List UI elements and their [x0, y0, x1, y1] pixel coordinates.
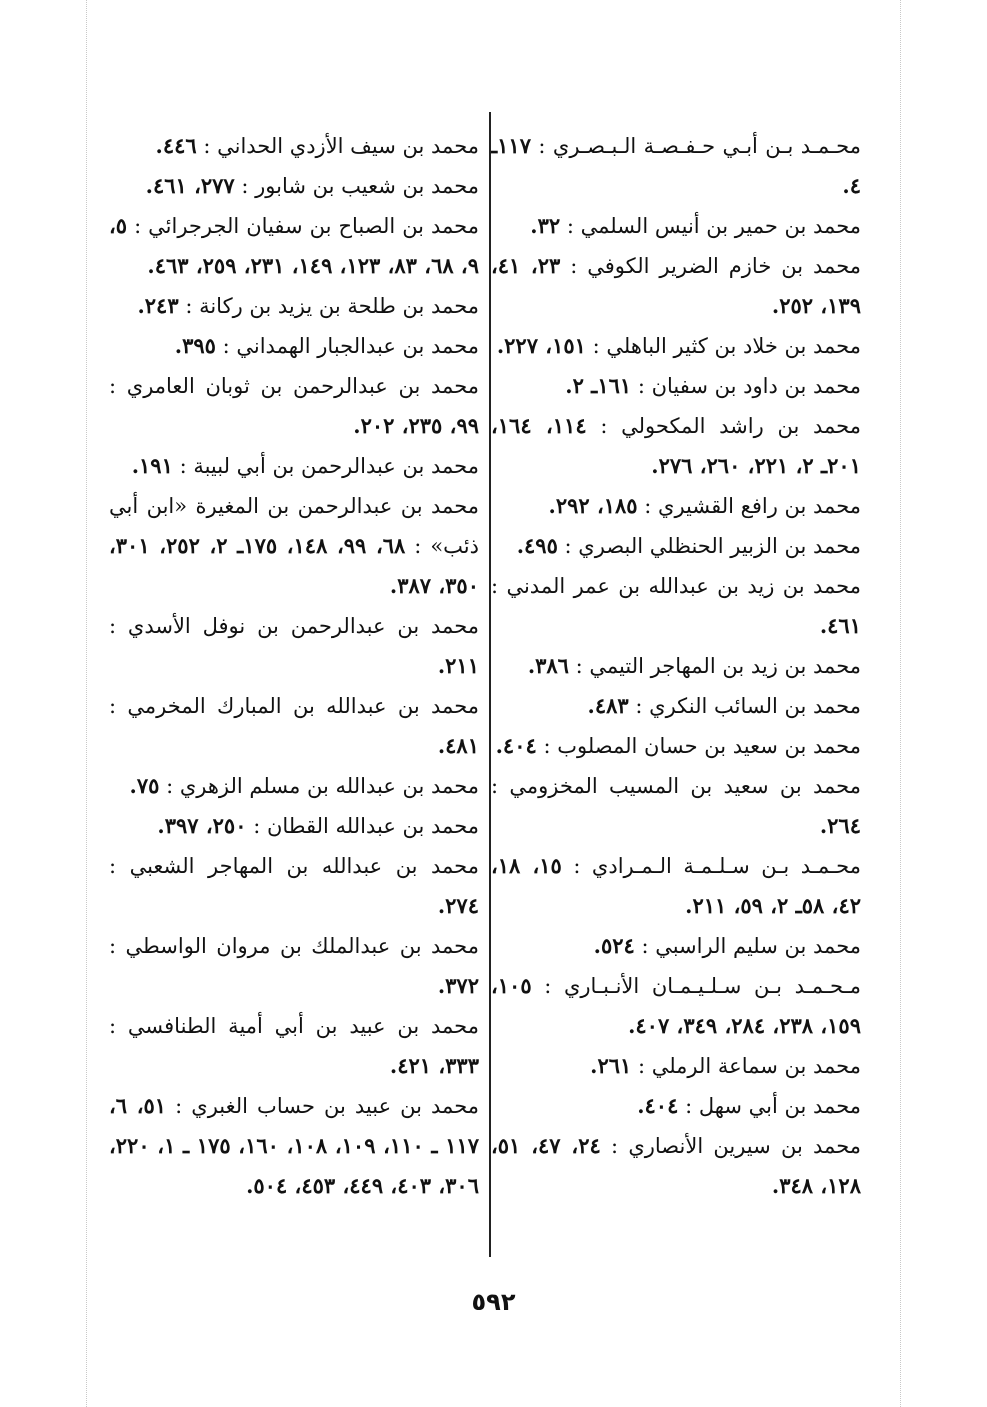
entry-page-refs: ١٦١ـ ٢. — [565, 373, 632, 398]
entry-name: محمد بن عبدالجبار الهمداني : — [222, 334, 479, 358]
index-entry — [109, 926, 479, 1006]
index-entry — [491, 406, 861, 486]
entry-page-refs: ٣٣٣، ٤٢١. — [389, 1053, 479, 1078]
scan-dots-right — [900, 0, 902, 1407]
index-entry — [109, 1086, 479, 1206]
entry-name: محمد بن حمير بن أنيس السلمي : — [566, 214, 861, 238]
entry-page-refs: ٧٥. — [129, 773, 160, 798]
entry-name: محمد بن سليم الراسبي : — [641, 934, 861, 958]
entry-name: محمد بن عبدالله القطان : — [253, 814, 479, 838]
index-column-right — [491, 126, 861, 1206]
scan-dots-left — [86, 0, 88, 1407]
index-entry — [491, 1126, 861, 1206]
entry-name: محمد بن عبيد بن أبي أمية الطنافسي : — [109, 1014, 479, 1038]
entry-page-refs: ٥٢٤. — [593, 933, 635, 958]
index-entry — [491, 766, 861, 846]
entry-name: محمد بن خلاد بن كثير الباهلي : — [592, 334, 861, 358]
entry-page-refs: ١٩١. — [131, 453, 173, 478]
index-entry — [491, 966, 861, 1046]
entry-page-refs: ٤٨١. — [437, 733, 479, 758]
entry-name: محمد بن شعيب بن شابور : — [241, 174, 479, 198]
entry-name: محمد بن أبي سهل : — [685, 1094, 861, 1118]
index-entry — [491, 126, 861, 206]
column-divider — [489, 112, 491, 1257]
index-column-left — [109, 126, 479, 1206]
entry-name: محمد بن عبدالرحمن بن أبي لبيبة : — [179, 454, 479, 478]
index-entry — [109, 486, 479, 606]
index-entry — [491, 1086, 861, 1126]
entry-page-refs: ٢٤، ٤٧، ٥١، ١٢٨، ٣٤٨. — [491, 1133, 861, 1198]
entry-page-refs: ١٠٥، ١٥٩، ٢٣٨، ٢٨٤، ٣٤٩، ٤٠٧. — [491, 973, 861, 1038]
entry-page-refs: ١١٧ـ ٤. — [491, 133, 861, 198]
entry-page-refs: ١٨٥، ٢٩٢. — [548, 493, 638, 518]
index-entry — [109, 206, 479, 286]
index-entry — [491, 246, 861, 326]
index-entry — [491, 366, 861, 406]
entry-name: محمد بن زيد بن المهاجر التيمي : — [575, 654, 861, 678]
index-entry — [491, 646, 861, 686]
entry-name: محمد بن راشد المكحولي : — [600, 414, 861, 438]
entry-page-refs: ٢٧٤. — [437, 893, 479, 918]
entry-name: محمد بن رافع القشيري : — [644, 494, 861, 518]
entry-page-refs: ٢٦٤. — [819, 813, 861, 838]
index-entry — [109, 446, 479, 486]
entry-page-refs: ٥١، ٦، ١١٧ ـ ١١٠، ١٠٩، ١٠٨، ١٦٠، ١٧٥ ـ ١، ٢٢٠، ٣٠٦، ٤٠٣، ٤٤٩، ٤٥٣، ٥٠٤. — [109, 1093, 480, 1198]
index-entry — [491, 486, 861, 526]
entry-name: محمد بن الصباح بن سفيان الجرجرائي : — [134, 214, 479, 238]
entry-page-refs: ٢٤٣. — [137, 293, 179, 318]
entry-name: محـمـد بـن سـلـمـة الـمـرادي : — [573, 854, 861, 878]
index-entry — [109, 286, 479, 326]
entry-name: محمد بن السائب النكري : — [635, 694, 861, 718]
entry-name: محمد بن خازم الضرير الكوفي : — [570, 254, 861, 278]
entry-name: مـحـمـد بـن سـلـيـمـان الأنـبـاري : — [544, 974, 861, 998]
entry-page-refs: ٢١١. — [437, 653, 479, 678]
entry-page-refs: ١٥، ١٨، ٤٢، ٥٨ـ ٢، ٥٩، ٢١١. — [491, 853, 861, 918]
index-entry — [491, 926, 861, 966]
entry-page-refs: ٣٩٥. — [174, 333, 216, 358]
index-entry — [109, 606, 479, 686]
entry-page-refs: ٢٣، ٤١، ١٣٩، ٢٥٢. — [491, 253, 861, 318]
entry-page-refs: ٢٧٧، ٤٦١. — [145, 173, 235, 198]
page-number: ٥٩٢ — [471, 1288, 516, 1316]
entry-name: محمد بن عبدالرحمن بن ثوبان العامري : — [109, 374, 479, 398]
entry-page-refs: ٢٦١. — [590, 1053, 632, 1078]
entry-name: محـمـد بـن أبـي حـفـصـة الـبـصـري : — [538, 134, 861, 158]
entry-name: محمد بن سيف الأزدي الحداني : — [203, 134, 479, 158]
index-entry — [491, 566, 861, 646]
index-entry — [109, 366, 479, 446]
entry-page-refs: ٦٨، ٩٩، ١٤٨، ١٧٥ـ ٢، ٢٥٢، ٣٠١، ٣٥٠، ٣٨٧. — [109, 533, 479, 598]
entry-name: محمد بن داود بن سفيان : — [637, 374, 861, 398]
entry-page-refs: ١٥١، ٢٢٧. — [496, 333, 586, 358]
index-entry — [491, 326, 861, 366]
entry-page-refs: ٤٨٣. — [587, 693, 629, 718]
index-entry — [491, 686, 861, 726]
entry-page-refs: ٤٩٥. — [516, 533, 558, 558]
entry-name: محمد بن سعيد بن المسيب المخزومي : — [491, 774, 861, 798]
index-entry — [491, 846, 861, 926]
index-entry — [109, 326, 479, 366]
index-entry — [109, 686, 479, 766]
entry-name: محمد بن عبدالله بن المهاجر الشعبي : — [109, 854, 479, 878]
entry-page-refs: ٩٩، ٢٣٥، ٢٠٢. — [353, 413, 479, 438]
entry-name: محمد بن زيد بن عبدالله بن عمر المدني : — [491, 574, 861, 598]
index-entry — [491, 526, 861, 566]
entry-name: محمد بن عبيد بن حساب الغبري : — [175, 1094, 479, 1118]
index-entry — [109, 166, 479, 206]
index-entry — [109, 806, 479, 846]
entry-page-refs: ٤٠٤. — [495, 733, 537, 758]
entry-name: محمد بن عبدالرحمن بن المغيرة «ابن أبي ذئب» : — [109, 494, 479, 558]
index-entry — [491, 206, 861, 246]
entry-page-refs: ٥، ٩، ٦٨، ٨٣، ١٢٣، ١٤٩، ٢٣١، ٢٥٩، ٤٦٣. — [109, 213, 479, 278]
entry-page-refs: ٤٤٦. — [155, 133, 197, 158]
index-entry — [109, 766, 479, 806]
index-entry — [491, 726, 861, 766]
entry-name: محمد بن سعيد بن حسان المصلوب : — [543, 734, 861, 758]
entry-name: محمد بن عبدالله بن المبارك المخرمي : — [109, 694, 479, 718]
entry-name: محمد بن سماعة الرملي : — [637, 1054, 861, 1078]
index-entry — [109, 846, 479, 926]
index-entry — [109, 1006, 479, 1086]
index-entry — [491, 1046, 861, 1086]
entry-page-refs: ٤٦١. — [819, 613, 861, 638]
entry-name: محمد بن عبدالله بن مسلم الزهري : — [166, 774, 479, 798]
entry-name: محمد بن عبدالملك بن مروان الواسطي : — [109, 934, 479, 958]
index-entry — [109, 126, 479, 166]
entry-page-refs: ١١٤، ١٦٤، ٢٠١ـ ٢، ٢٢١، ٢٦٠، ٢٧٦. — [491, 413, 861, 478]
entry-name: محمد بن طلحة بن يزيد بن ركانة : — [185, 294, 479, 318]
entry-page-refs: ٣٧٢. — [437, 973, 479, 998]
entry-name: محمد بن الزبير الحنظلي البصري : — [564, 534, 861, 558]
entry-page-refs: ٤٠٤. — [637, 1093, 679, 1118]
entry-name: محمد بن سيرين الأنصاري : — [611, 1134, 861, 1158]
entry-page-refs: ٢٥٠، ٣٩٧. — [157, 813, 247, 838]
entry-name: محمد بن عبدالرحمن بن نوفل الأسدي : — [109, 614, 479, 638]
entry-page-refs: ٣٢. — [530, 213, 561, 238]
entry-page-refs: ٣٨٦. — [527, 653, 569, 678]
